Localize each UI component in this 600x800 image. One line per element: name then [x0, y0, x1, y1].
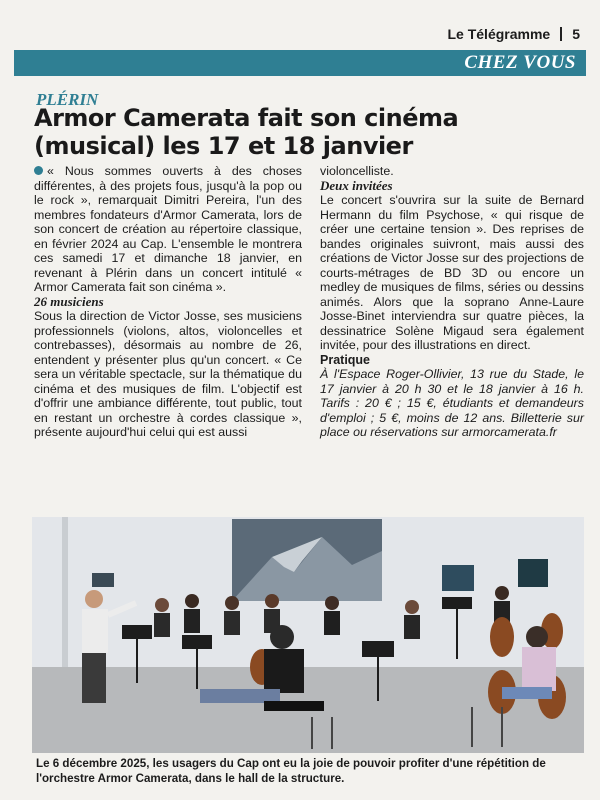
- masthead-divider: [560, 27, 562, 41]
- article-headline: Armor Camerata fait son cinéma (musical) les 17 et 18 janvier: [34, 104, 459, 160]
- continuation-text: violoncelliste.: [320, 164, 394, 178]
- orchestra-photo: [32, 517, 584, 753]
- publication-name: Le Télégramme: [447, 26, 551, 42]
- orchestra-rehearsal-image: [32, 517, 584, 753]
- intro-paragraph: [34, 164, 302, 295]
- subhead-musiciens: 26 musiciens: [34, 293, 104, 309]
- subhead-invitees: Deux invitées: [320, 177, 393, 193]
- pratique-info: À l'Espace Roger-Ollivier, 13 rue du Stade, le 17 janvier à 20 h 30 et le 18 janvier à 16 h. Tarifs : 20 € ; 15 €, étudiants et demandeurs d'emploi ; 5 €, moins de 12 ans. Billetterie sur place ou réservations sur armorcamerata.fr: [320, 367, 584, 439]
- photo-caption: Le 6 décembre 2025, les usagers du Cap ont eu la joie de pouvoir profiter d'une répétition de l'orchestre Armor Camerata, dans le hall de la structure.: [36, 757, 546, 785]
- pratique-heading: Pratique: [320, 352, 371, 367]
- page-number: 5: [572, 26, 580, 42]
- right-column: [320, 164, 584, 440]
- left-column: [34, 164, 302, 440]
- body-paragraph: Le concert s'ouvrira sur la suite de Bernard Hermann du film Psychose, « qui risque de créer une certaine tension ». Des reprises de bandes originales suivront, mais aussi des créations de Victor Josse sur des projections de courts-métrages de BD 3D ou encore un medley de musiques de films, séries ou dessins animés. Alors que la soprano Anne-Laure Josse-Binet interviendra sur quatre pièces, la dessinatrice Solène Migaud sera également invitée, pour des illustrations en direct.: [320, 193, 584, 352]
- intro-text: « Nous sommes ouverts à des choses différentes, à des projets fous, jusqu'à la pop ou le rock », remarquait Dimitri Pereira, l'un des membres fondateurs d'Armor Camerata, lors de son concert de création au répertoire classique, en février 2024 au Cap. L'ensemble le montrera ces samedi 17 et dimanche 18 janvier, en revenant à Plérin dans un concert intitulé « Armor Camerata fait son cinéma ».: [34, 164, 302, 294]
- body-paragraph: Sous la direction de Victor Josse, ses musiciens professionnels (violons, altos, violoncelles et contrebasses), désormais au nombre de 26, entendent y présenter plus qu'un concert. « Ce sera un véritable spectacle, sur la thématique du cinéma et des musiques de film. L'objectif est d'offrir une ambiance différente, tout public, tout en restant un orchestre à cordes classique », présente aujourd'hui celui qui est aussi: [34, 309, 302, 439]
- location-kicker: PLÉRIN: [36, 90, 99, 109]
- masthead: [30, 26, 580, 42]
- section-banner: CHEZ VOUS: [14, 50, 586, 76]
- bullet-icon: [34, 166, 43, 175]
